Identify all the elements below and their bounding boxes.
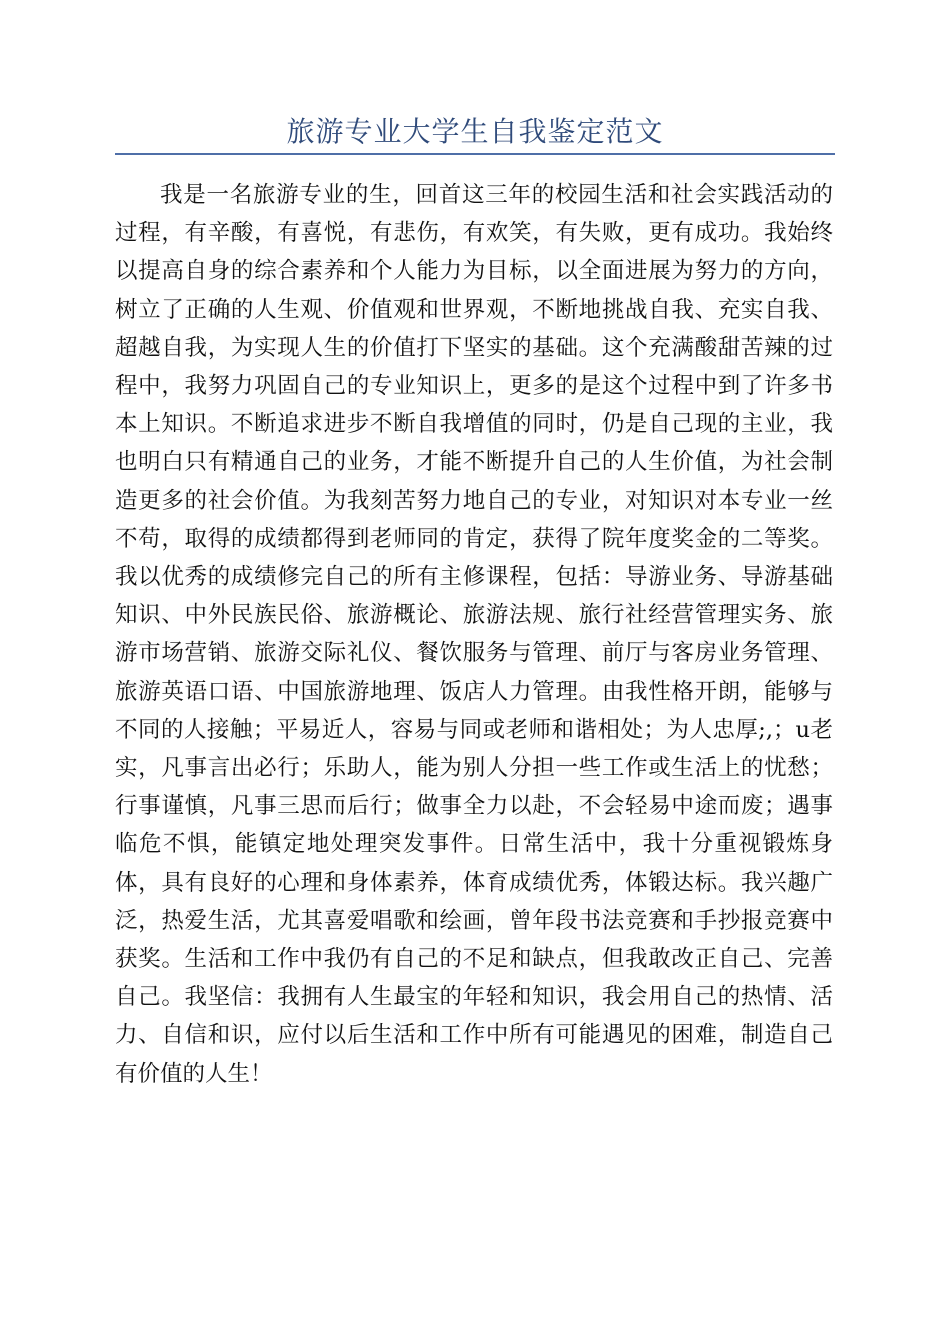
- body-paragraph: 我是一名旅游专业的生，回首这三年的校园生活和社会实践活动的过程，有辛酸，有喜悦，有悲伤，有欢笑，有失败，更有成功。我始终以提高自身的综合素养和个人能力为目标，以全面进展为努力的方向，树立了正确的人生观、价值观和世界观，不断地挑战自我、充实自我、超越自我，为实现人生的价值打下坚实的基础。这个充满酸甜苦辣的过程中，我努力巩固自己的专业知识上，更多的是这个过程中到了许多书本上知识。不断追求进步不断自我增值的同时，仍是自己现的主业，我也明白只有精通自己的业务，才能不断提升自己的人生价值，为社会制造更多的社会价值。为我刻苦努力地自己的专业，对知识对本专业一丝不苟，取得的成绩都得到老师同的肯定，获得了院年度奖金的二等奖。我以优秀的成绩修完自己的所有主修课程，包括：导游业务、导游基础知识、中外民族民俗、旅游概论、旅游法规、旅行社经营管理实务、旅游市场营销、旅游交际礼仪、餐饮服务与管理、前厅与客房业务管理、旅游英语口语、中国旅游地理、饭店人力管理。由我性格开朗，能够与不同的人接触；平易近人，容易与同或老师和谐相处；为人忠厚;,；u老实，凡事言出必行；乐助人，能为别人分担一些工作或生活上的忧愁；行事谨慎，凡事三思而后行；做事全力以赴，不会轻易中途而废；遇事临危不惧，能镇定地处理突发事件。日常生活中，我十分重视锻炼身体，具有良好的心理和身体素养，体育成绩优秀，体锻达标。我兴趣广泛，热爱生活，尤其喜爱唱歌和绘画，曾年段书法竞赛和手抄报竞赛中获奖。生活和工作中我仍有自己的不足和缺点，但我敢改正自己、完善自己。我坚信：我拥有人生最宝的年轻和知识，我会用自己的热情、活力、自信和识，应付以后生活和工作中所有可能遇见的困难，制造自己有价值的人生！: [115, 182, 833, 1087]
- title-underline: [115, 153, 835, 155]
- document-title: 旅游专业大学生自我鉴定范文: [286, 115, 664, 148]
